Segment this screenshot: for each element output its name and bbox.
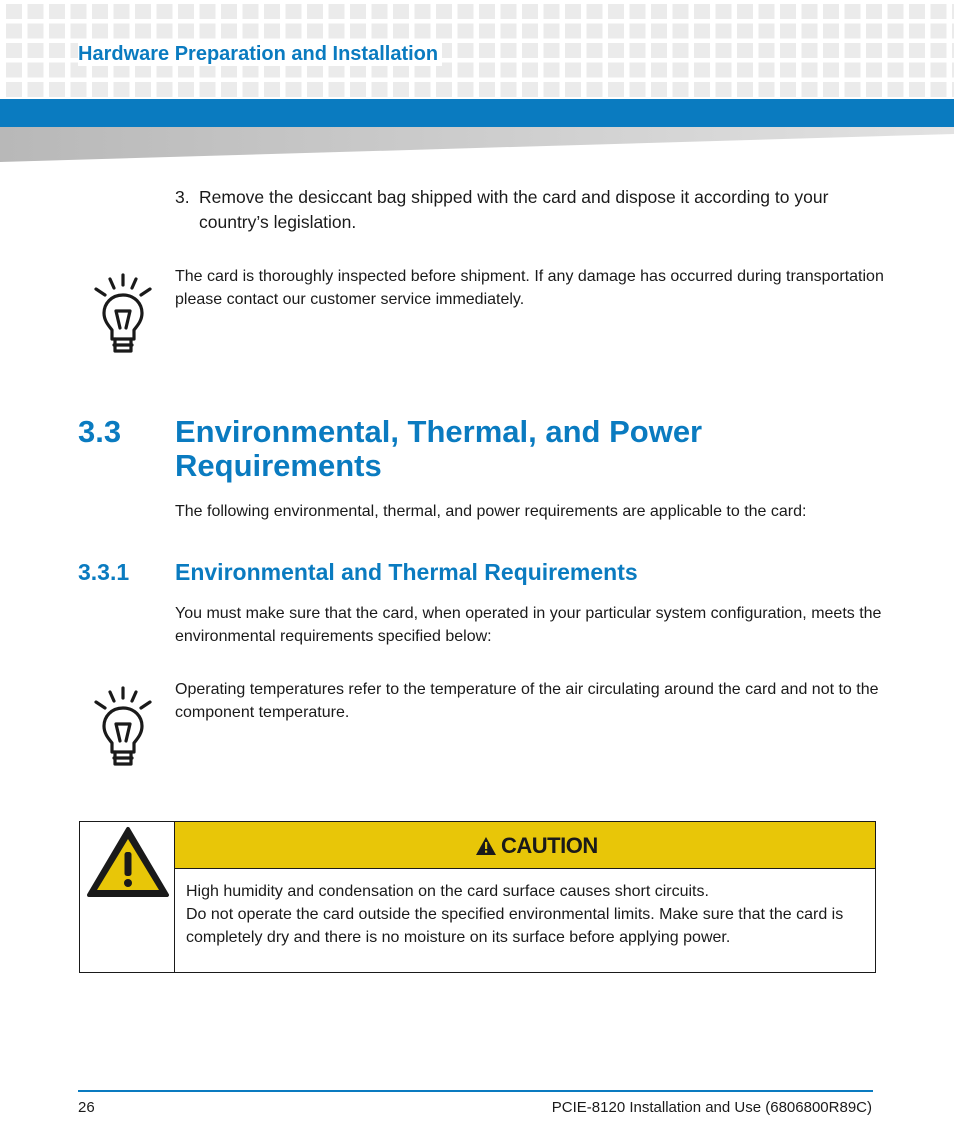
caution-icon-cell xyxy=(80,822,175,972)
caution-box xyxy=(79,821,876,973)
list-item-text: Remove the desiccant bag shipped with the card and dispose it according to your country’s legislation. xyxy=(199,187,829,232)
lightbulb-icon xyxy=(92,686,154,768)
note-text: Operating temperatures refer to the temperature of the air circulating around the card and not to the component temperature. xyxy=(175,681,879,721)
note-text: The card is thoroughly inspected before shipment. If any damage has occurred during transportation please contact our customer service immediately. xyxy=(175,268,884,308)
caution-label-text: CAUTION xyxy=(501,833,598,858)
section-intro: The following environmental, thermal, and power requirements are applicable to the card: xyxy=(175,503,807,520)
caution-header xyxy=(175,822,875,869)
list-item xyxy=(175,185,895,235)
section-title: Environmental, Thermal, and Power Requirements xyxy=(175,414,703,483)
subsection-intro: You must make sure that the card, when operated in your particular system configuration, meets the environmental requirements specified below: xyxy=(175,605,882,645)
footer-rule xyxy=(78,1090,873,1092)
lightbulb-icon xyxy=(92,273,154,355)
caution-label xyxy=(475,833,598,859)
page-number: 26 xyxy=(78,1099,95,1116)
subsection-number: 3.3.1 xyxy=(78,559,130,585)
header-blue-bar xyxy=(0,99,954,127)
subsection-title: Environmental and Thermal Requirements xyxy=(175,559,638,585)
header-gray-wedge xyxy=(0,127,954,165)
list-item-number: 3. xyxy=(175,187,190,207)
section-number: 3.3 xyxy=(78,414,122,449)
page-header xyxy=(0,0,954,98)
chapter-title: Hardware Preparation and Installation xyxy=(78,42,442,66)
document-title: PCIE-8120 Installation and Use (6806800R89C) xyxy=(551,1099,872,1116)
warning-small-icon xyxy=(475,836,497,856)
caution-line: High humidity and condensation on the card surface causes short circuits. xyxy=(186,883,709,900)
caution-body xyxy=(186,880,871,949)
warning-triangle-icon xyxy=(85,825,171,899)
caution-line: Do not operate the card outside the specified environmental limits. Make sure that the card is completely dry and there is no moisture on its surface before applying power. xyxy=(186,906,844,946)
